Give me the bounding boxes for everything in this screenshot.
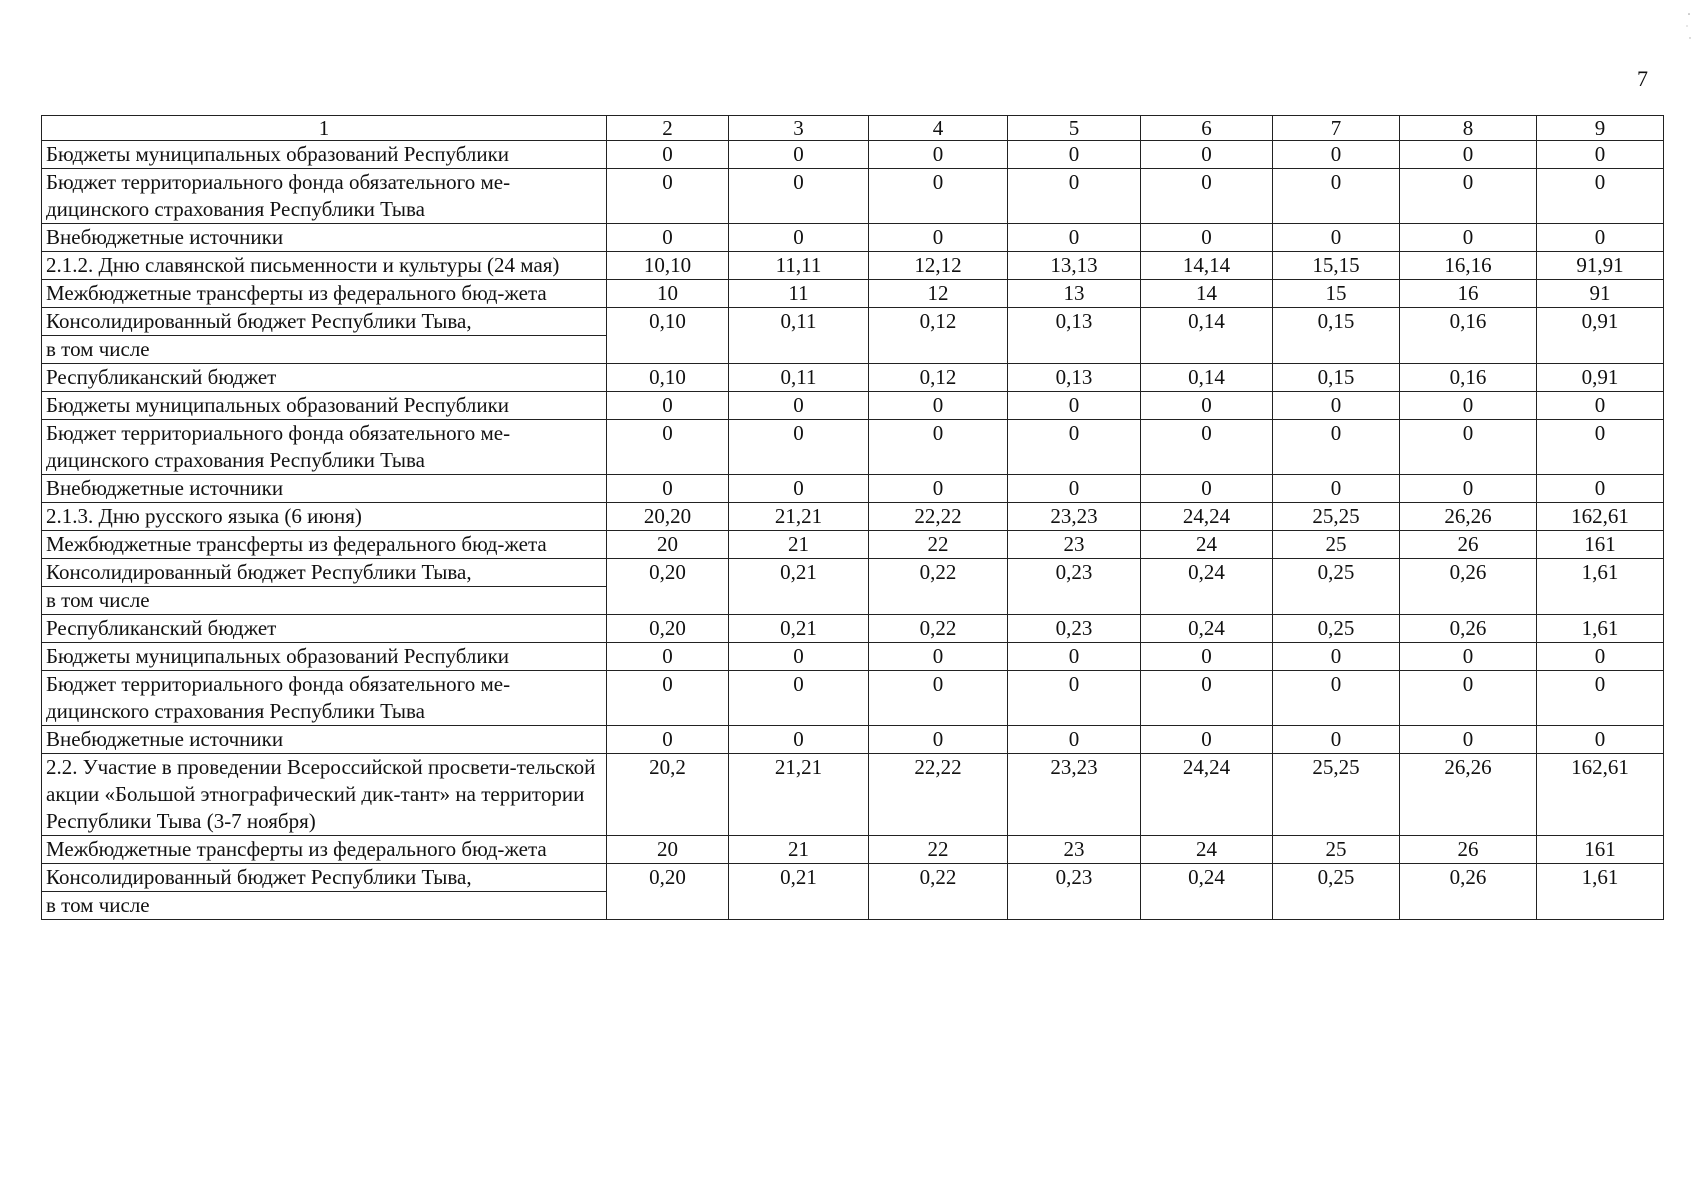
value-cell: 0,20: [607, 864, 729, 920]
value-cell: 0,16: [1400, 308, 1537, 364]
value-cell: 0: [1537, 726, 1664, 754]
value-cell: 0,12: [869, 364, 1008, 392]
value-cell: 11,11: [729, 252, 869, 280]
table-row: [42, 252, 1664, 280]
value-cell: 0: [1400, 392, 1537, 420]
value-cell: 23: [1008, 836, 1141, 864]
row-label: Внебюджетные источники: [42, 475, 607, 503]
value-cell: 25: [1273, 836, 1400, 864]
value-cell: 0,11: [729, 308, 869, 364]
value-cell: 161: [1537, 531, 1664, 559]
value-cell: 0: [869, 475, 1008, 503]
value-cell: 15: [1273, 280, 1400, 308]
value-cell: 0,22: [869, 864, 1008, 920]
value-cell: 0,21: [729, 559, 869, 615]
value-cell: 0,24: [1141, 615, 1273, 643]
table-row: [42, 559, 1664, 587]
column-number-cell: 5: [1008, 116, 1141, 141]
value-cell: 22,22: [869, 503, 1008, 531]
value-cell: 0,22: [869, 615, 1008, 643]
value-cell: 0: [1141, 643, 1273, 671]
value-cell: 0,24: [1141, 559, 1273, 615]
value-cell: 0,23: [1008, 864, 1141, 920]
table-row: [42, 280, 1664, 308]
value-cell: 0: [1273, 141, 1400, 169]
value-cell: 25,25: [1273, 754, 1400, 836]
value-cell: 21: [729, 836, 869, 864]
value-cell: 0: [869, 726, 1008, 754]
value-cell: 0,25: [1273, 615, 1400, 643]
table-row: [42, 364, 1664, 392]
value-cell: 0: [729, 392, 869, 420]
value-cell: 0: [1400, 169, 1537, 224]
value-cell: 0: [1400, 726, 1537, 754]
value-cell: 0: [1537, 420, 1664, 475]
value-cell: 0: [729, 141, 869, 169]
value-cell: 21: [729, 531, 869, 559]
row-sublabel: в том числе: [42, 587, 607, 615]
value-cell: 0: [1008, 224, 1141, 252]
table-row: [42, 754, 1664, 836]
value-cell: 0: [729, 475, 869, 503]
value-cell: 0,26: [1400, 864, 1537, 920]
value-cell: 0: [1141, 671, 1273, 726]
row-label: Межбюджетные трансферты из федерального бюд-жета: [42, 836, 607, 864]
row-label: 2.2. Участие в проведении Всероссийской просвети-тельской акции «Большой этнографический дик-тант» на территории Республики Тыва (3-7 ноября): [42, 754, 607, 836]
value-cell: 0: [1537, 224, 1664, 252]
value-cell: 1,61: [1537, 864, 1664, 920]
value-cell: 0: [607, 141, 729, 169]
value-cell: 0,21: [729, 864, 869, 920]
value-cell: 24: [1141, 531, 1273, 559]
column-number-cell: 7: [1273, 116, 1400, 141]
value-cell: 24: [1141, 836, 1273, 864]
value-cell: 0: [1400, 141, 1537, 169]
column-number-cell: 6: [1141, 116, 1273, 141]
value-cell: 0,13: [1008, 364, 1141, 392]
value-cell: 0: [1537, 392, 1664, 420]
value-cell: 0,12: [869, 308, 1008, 364]
column-number-cell: 1: [42, 116, 607, 141]
value-cell: 25: [1273, 531, 1400, 559]
value-cell: 0,91: [1537, 364, 1664, 392]
value-cell: 0: [729, 169, 869, 224]
table-row: [42, 475, 1664, 503]
value-cell: 10,10: [607, 252, 729, 280]
value-cell: 0,14: [1141, 364, 1273, 392]
value-cell: 0: [729, 224, 869, 252]
value-cell: 0: [869, 392, 1008, 420]
table-row: [42, 420, 1664, 475]
value-cell: 0,25: [1273, 559, 1400, 615]
value-cell: 0: [1008, 643, 1141, 671]
value-cell: 0: [869, 224, 1008, 252]
value-cell: 0: [869, 169, 1008, 224]
row-label: Бюджет территориального фонда обязательного ме-дицинского страхования Республики Тыва: [42, 671, 607, 726]
row-label: 2.1.2. Дню славянской письменности и культуры (24 мая): [42, 252, 607, 280]
value-cell: 0: [607, 475, 729, 503]
value-cell: 0: [1008, 475, 1141, 503]
table-row: [42, 615, 1664, 643]
value-cell: 23,23: [1008, 754, 1141, 836]
value-cell: 0,14: [1141, 308, 1273, 364]
value-cell: 0: [1273, 392, 1400, 420]
value-cell: 0: [1537, 671, 1664, 726]
value-cell: 0: [1141, 169, 1273, 224]
value-cell: 0,22: [869, 559, 1008, 615]
value-cell: 0: [1008, 169, 1141, 224]
value-cell: 26: [1400, 531, 1537, 559]
value-cell: 91: [1537, 280, 1664, 308]
value-cell: 0,16: [1400, 364, 1537, 392]
value-cell: 13: [1008, 280, 1141, 308]
row-label: Внебюджетные источники: [42, 224, 607, 252]
value-cell: 0: [869, 420, 1008, 475]
value-cell: 0,15: [1273, 308, 1400, 364]
budget-table: [41, 115, 1664, 920]
value-cell: 14: [1141, 280, 1273, 308]
value-cell: 162,61: [1537, 503, 1664, 531]
value-cell: 0,20: [607, 615, 729, 643]
table-row: [42, 726, 1664, 754]
value-cell: 0: [1537, 141, 1664, 169]
value-cell: 12: [869, 280, 1008, 308]
value-cell: 25,25: [1273, 503, 1400, 531]
row-label: Бюджеты муниципальных образований Республики: [42, 141, 607, 169]
row-label: Бюджеты муниципальных образований Республики: [42, 643, 607, 671]
value-cell: 0: [1008, 392, 1141, 420]
value-cell: 0: [1008, 420, 1141, 475]
value-cell: 10: [607, 280, 729, 308]
value-cell: 0,21: [729, 615, 869, 643]
value-cell: 0: [1008, 726, 1141, 754]
value-cell: 0: [729, 643, 869, 671]
row-sublabel: в том числе: [42, 336, 607, 364]
row-label: Консолидированный бюджет Республики Тыва,: [42, 308, 607, 336]
value-cell: 0: [869, 671, 1008, 726]
table-row: [42, 864, 1664, 892]
value-cell: 0: [1273, 420, 1400, 475]
row-label: Республиканский бюджет: [42, 364, 607, 392]
value-cell: 0,20: [607, 559, 729, 615]
value-cell: 0,13: [1008, 308, 1141, 364]
row-label: Бюджет территориального фонда обязательного ме-дицинского страхования Республики Тыва: [42, 169, 607, 224]
value-cell: 23,23: [1008, 503, 1141, 531]
value-cell: 0: [1273, 224, 1400, 252]
value-cell: 0: [1400, 671, 1537, 726]
value-cell: 0: [729, 726, 869, 754]
value-cell: 21,21: [729, 754, 869, 836]
row-label: 2.1.3. Дню русского языка (6 июня): [42, 503, 607, 531]
value-cell: 0: [1400, 420, 1537, 475]
column-number-cell: 3: [729, 116, 869, 141]
value-cell: 91,91: [1537, 252, 1664, 280]
value-cell: 13,13: [1008, 252, 1141, 280]
row-label: Бюджет территориального фонда обязательного ме-дицинского страхования Республики Тыва: [42, 420, 607, 475]
value-cell: 0: [1273, 475, 1400, 503]
value-cell: 24,24: [1141, 754, 1273, 836]
value-cell: 0,26: [1400, 559, 1537, 615]
value-cell: 21,21: [729, 503, 869, 531]
value-cell: 26,26: [1400, 503, 1537, 531]
value-cell: 22: [869, 531, 1008, 559]
value-cell: 0,23: [1008, 559, 1141, 615]
header-row: [42, 116, 1664, 141]
row-label: Республиканский бюджет: [42, 615, 607, 643]
row-label: Межбюджетные трансферты из федерального бюд-жета: [42, 531, 607, 559]
value-cell: 1,61: [1537, 615, 1664, 643]
row-label: Консолидированный бюджет Республики Тыва,: [42, 559, 607, 587]
value-cell: 0: [1400, 475, 1537, 503]
value-cell: 26,26: [1400, 754, 1537, 836]
row-label: Консолидированный бюджет Республики Тыва,: [42, 864, 607, 892]
value-cell: 0: [1008, 141, 1141, 169]
table-row: [42, 503, 1664, 531]
value-cell: 20,20: [607, 503, 729, 531]
column-number-cell: 9: [1537, 116, 1664, 141]
value-cell: 0: [869, 141, 1008, 169]
table-row: [42, 671, 1664, 726]
value-cell: 0: [1273, 169, 1400, 224]
value-cell: 0: [1273, 726, 1400, 754]
value-cell: 0: [1141, 224, 1273, 252]
value-cell: 11: [729, 280, 869, 308]
value-cell: 0: [1537, 169, 1664, 224]
value-cell: 161: [1537, 836, 1664, 864]
value-cell: 0: [1537, 475, 1664, 503]
value-cell: 23: [1008, 531, 1141, 559]
value-cell: 0: [1141, 420, 1273, 475]
value-cell: 12,12: [869, 252, 1008, 280]
table-body: [42, 116, 1664, 920]
column-number-cell: 8: [1400, 116, 1537, 141]
value-cell: 0: [607, 671, 729, 726]
value-cell: 0,15: [1273, 364, 1400, 392]
value-cell: 0: [607, 726, 729, 754]
value-cell: 26: [1400, 836, 1537, 864]
value-cell: 22,22: [869, 754, 1008, 836]
table-row: [42, 531, 1664, 559]
value-cell: 16,16: [1400, 252, 1537, 280]
column-number-cell: 4: [869, 116, 1008, 141]
value-cell: 16: [1400, 280, 1537, 308]
value-cell: 0: [1273, 671, 1400, 726]
row-sublabel: в том числе: [42, 892, 607, 920]
value-cell: 0,10: [607, 364, 729, 392]
value-cell: 24,24: [1141, 503, 1273, 531]
value-cell: 20: [607, 531, 729, 559]
value-cell: 0: [1141, 141, 1273, 169]
value-cell: 0,91: [1537, 308, 1664, 364]
table-row: [42, 392, 1664, 420]
value-cell: 0: [729, 671, 869, 726]
table-row: [42, 643, 1664, 671]
scan-speck-mark: [1685, 8, 1693, 48]
value-cell: 0: [607, 420, 729, 475]
value-cell: 0: [607, 392, 729, 420]
table-row: [42, 224, 1664, 252]
value-cell: 1,61: [1537, 559, 1664, 615]
page-number: 7: [1637, 66, 1648, 91]
value-cell: 0: [1141, 726, 1273, 754]
value-cell: 0: [1400, 643, 1537, 671]
value-cell: 14,14: [1141, 252, 1273, 280]
value-cell: 0: [1141, 475, 1273, 503]
value-cell: 0: [1273, 643, 1400, 671]
value-cell: 22: [869, 836, 1008, 864]
column-number-cell: 2: [607, 116, 729, 141]
table-row: [42, 836, 1664, 864]
value-cell: 0: [1537, 643, 1664, 671]
value-cell: 0: [729, 420, 869, 475]
value-cell: 0: [1008, 671, 1141, 726]
value-cell: 0,26: [1400, 615, 1537, 643]
row-label: Межбюджетные трансферты из федерального бюд-жета: [42, 280, 607, 308]
table-row: [42, 169, 1664, 224]
value-cell: 162,61: [1537, 754, 1664, 836]
value-cell: 0: [1141, 392, 1273, 420]
value-cell: 0,23: [1008, 615, 1141, 643]
value-cell: 0: [869, 643, 1008, 671]
value-cell: 0,11: [729, 364, 869, 392]
row-label: Бюджеты муниципальных образований Республики: [42, 392, 607, 420]
table-row: [42, 141, 1664, 169]
value-cell: 0: [1400, 224, 1537, 252]
value-cell: 0,10: [607, 308, 729, 364]
value-cell: 0,24: [1141, 864, 1273, 920]
value-cell: 0: [607, 169, 729, 224]
value-cell: 0,25: [1273, 864, 1400, 920]
value-cell: 0: [607, 643, 729, 671]
value-cell: 20,2: [607, 754, 729, 836]
value-cell: 0: [607, 224, 729, 252]
value-cell: 15,15: [1273, 252, 1400, 280]
row-label: Внебюджетные источники: [42, 726, 607, 754]
value-cell: 20: [607, 836, 729, 864]
table-row: [42, 308, 1664, 336]
